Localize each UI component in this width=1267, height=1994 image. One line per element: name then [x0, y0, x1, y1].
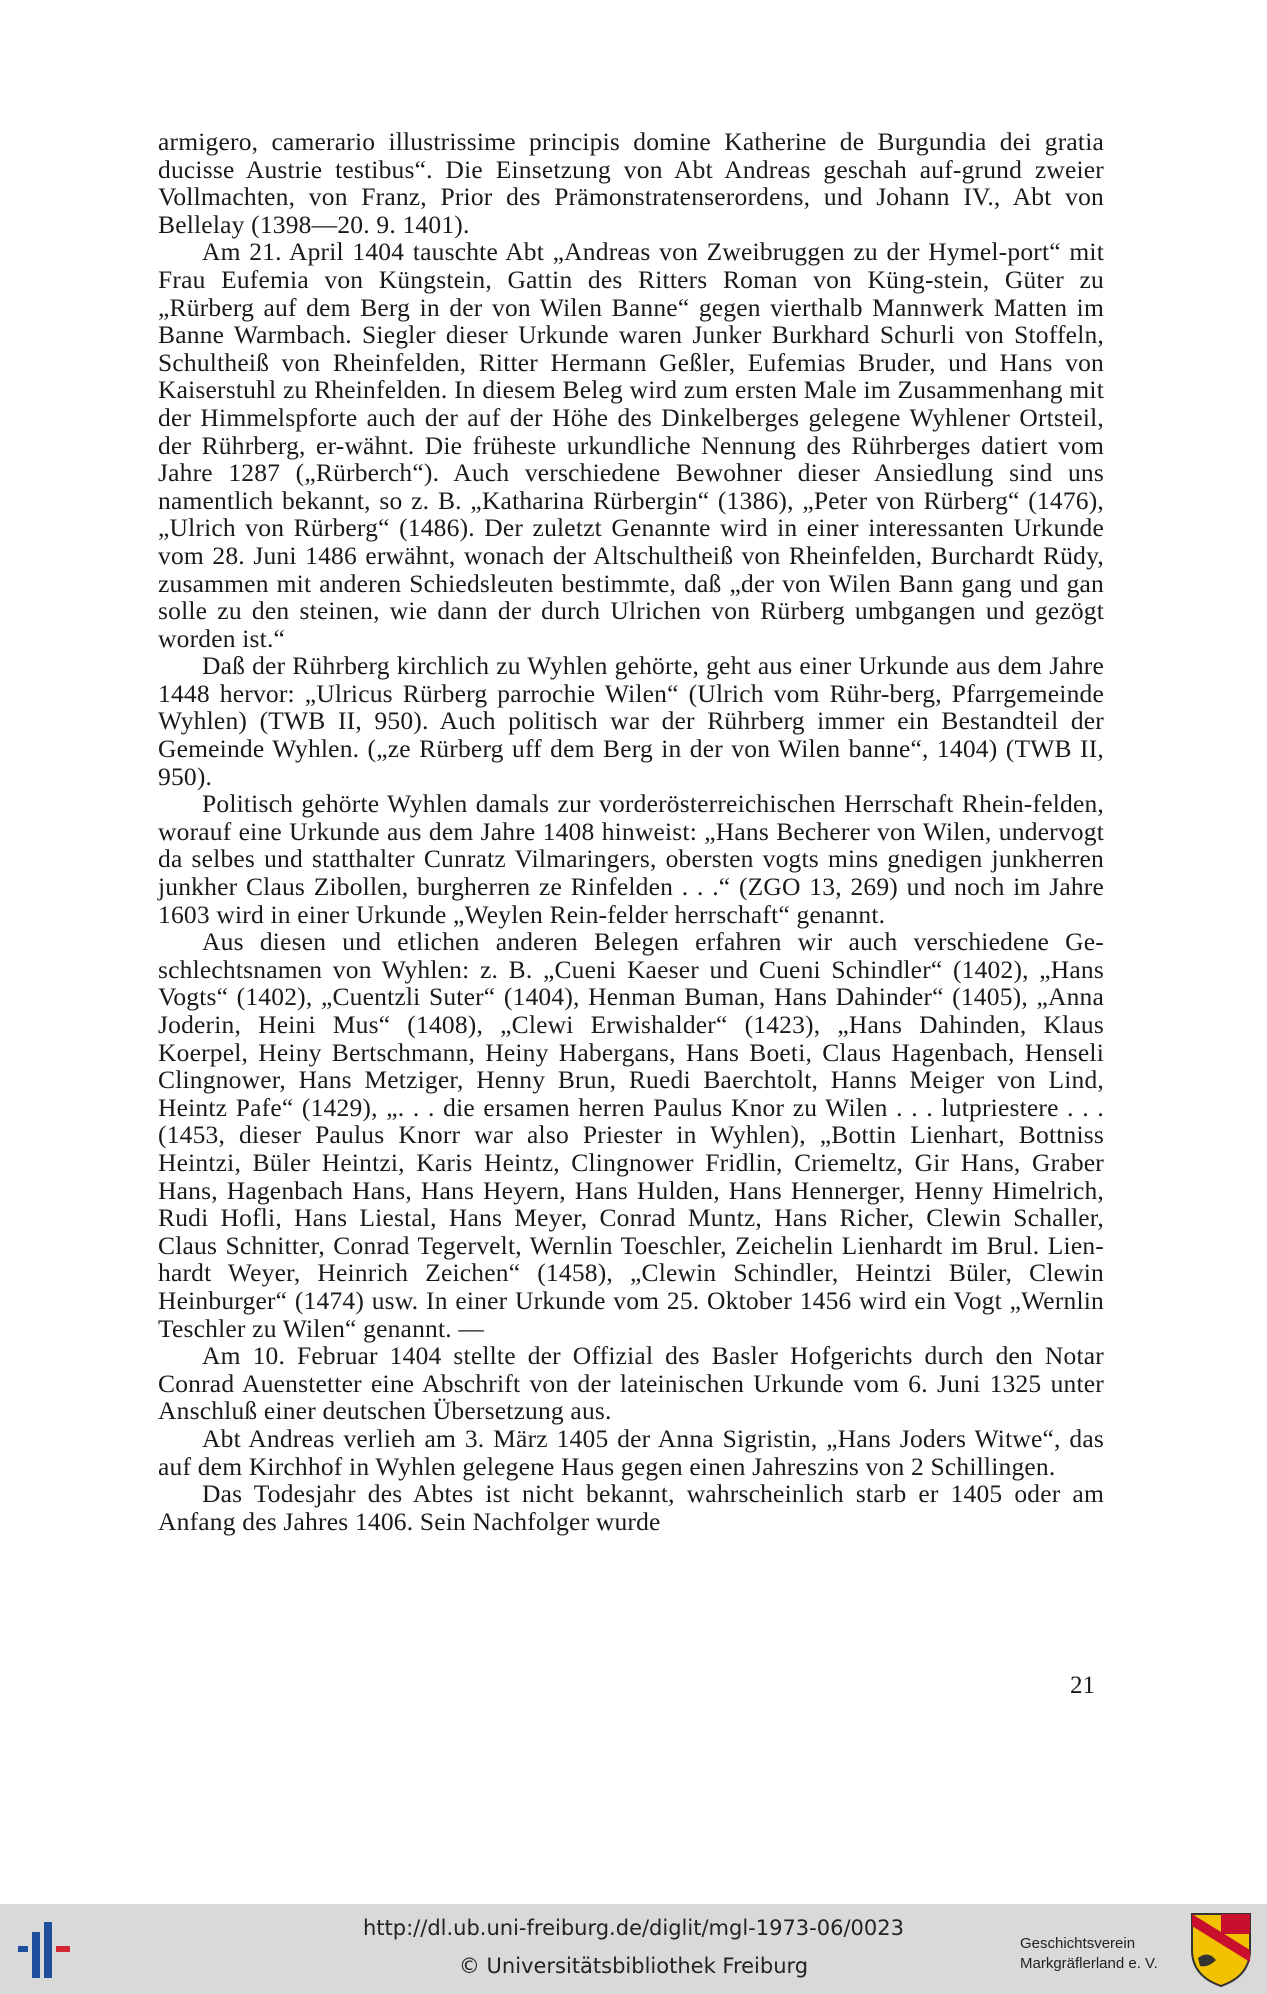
- paragraph: Daß der Rührberg kirchlich zu Wyhlen gehörte, geht aus einer Urkunde aus dem Jahre 1448 hervor: „Ulricus Rürberg parrochie Wilen“ (Ulrich vom Rühr-berg, Pfarrgemeinde Wyhlen) (TWB II, 950). Auch politisch war der Rührberg immer ein Bestandteil der Gemeinde Wyhlen. („ze Rürberg uff dem Berg in der von Wilen banne“, 1404) (TWB II, 950).: [158, 651, 1104, 791]
- footer-bar: [0, 1904, 1267, 1994]
- coat-of-arms-icon: [1188, 1910, 1254, 1988]
- page-number: 21: [1070, 1672, 1095, 1699]
- paragraph: Abt Andreas verlieh am 3. März 1405 der Anna Sigristin, „Hans Joders Witwe“, das auf dem Kirchhof in Wyhlen gelegene Haus gegen einen Jahreszins von 2 Schillingen.: [158, 1423, 1104, 1481]
- paragraph: Politisch gehörte Wyhlen damals zur vorderösterreichischen Herrschaft Rhein-felden, worauf eine Urkunde aus dem Jahre 1408 hinweist: „Hans Becherer von Wilen, undervogt da selbes und statthalter Cunratz Vilmaringers, obersten vogts mins gnedigen junkherren junkher Claus Zibollen, burgherren ze Rinfelden . . .“ (ZGO 13, 269) und noch im Jahre 1603 wird in einer Urkunde „Weylen Rein-felder herrschaft“ genannt.: [158, 789, 1104, 929]
- society-name-line2: Markgräflerland e. V.: [1020, 1955, 1158, 1972]
- paragraph: Das Todesjahr des Abtes ist nicht bekannt, wahrscheinlich starb er 1405 oder am Anfang des Jahres 1406. Sein Nachfolger wurde: [158, 1479, 1104, 1536]
- copyright-text: © Universitätsbibliothek Freiburg: [458, 1954, 809, 1978]
- society-name: [1020, 1934, 1190, 1974]
- society-name-line1: Geschichtsverein: [1020, 1935, 1136, 1952]
- paragraph: Am 21. April 1404 tauschte Abt „Andreas von Zweibruggen zu der Hymel-port“ mit Frau Eufemia von Küngstein, Gattin des Ritters Roman von Küng-stein, Güter zu „Rürberg auf dem Berg in der von Wilen Banne“ gegen vierthalb Mannwerk Matten im Banne Warmbach. Siegler dieser Urkunde waren Junker Burkhard Schurli von Stoffeln, Schultheiß von Rheinfelden, Ritter Hermann Geßler, Eufemias Bruder, und Hans von Kaiserstuhl zu Rheinfelden. In diesem Beleg wird zum ersten Male im Zusammenhang mit der Himmelspforte auch der auf der Höhe des Dinkelberges gelegene Wyhlener Ortsteil, der Rührberg, er-wähnt. Die früheste urkundliche Nennung des Rührberges datiert vom Jahre 1287 („Rürberch“). Auch verschiedene Bewohner dieser Ansiedlung sind uns namentlich bekannt, so z. B. „Katharina Rürbergin“ (1386), „Peter von Rürberg“ (1476), „Ulrich von Rürberg“ (1486). Der zuletzt Genannte wird in einer interessanten Urkunde vom 28. Juni 1486 erwähnt, wonach der Altschultheiß von Rheinfelden, Burchardt Rüdy, zusammen mit anderen Schiedsleuten bestimmte, daß „der von Wilen Bann gang und gan solle zu den steinen, wie dann der durch Ulrichen von Rürberg umbgangen und gezögt worden ist.“: [158, 237, 1104, 653]
- paragraph: armigero, camerario illustrissime principis domine Katherine de Burgundia dei gratia ducisse Austrie testibus“. Die Einsetzung von Abt Andreas geschah auf-grund zweier Vollmachten, von Franz, Prior des Prämonstratenserordens, und Johann IV., Abt von Bellelay (1398—20. 9. 1401).: [158, 127, 1104, 239]
- paragraph: Aus diesen und etlichen anderen Belegen erfahren wir auch verschiedene Ge-schlechtsnamen von Wyhlen: z. B. „Cueni Kaeser und Cueni Schindler“ (1402), „Hans Vogts“ (1402), „Cuentzli Suter“ (1404), Henman Buman, Hans Dahinder“ (1405), „Anna Joderin, Heini Mus“ (1408), „Clewi Erwishalder“ (1423), „Hans Dahinden, Klaus Koerpel, Heiny Bertschmann, Heiny Habergans, Hans Boeti, Claus Hagenbach, Henseli Clingnower, Hans Metziger, Henny Brun, Ruedi Baerchtolt, Hanns Meiger von Lind, Heintz Pafe“ (1429), „. . . die ersamen herren Paulus Knor zu Wilen . . . lutpriestere . . . (1453, dieser Paulus Knorr war also Priester in Wyhlen), „Bottin Lienhart, Bottniss Heintzi, Büler Heintzi, Karis Heintz, Clingnower Fridlin, Criemeltz, Gir Hans, Graber Hans, Hagenbach Hans, Hans Heyern, Hans Hulden, Hans Hennerger, Henny Himelrich, Rudi Hofli, Hans Liestal, Hans Meyer, Conrad Muntz, Hans Richer, Clewin Schaller, Claus Schnitter, Conrad Tegervelt, Wernlin Toeschler, Zeichelin Lienhardt im Brul. Lien-hardt Weyer, Heinrich Zeichen“ (1458), „Clewin Schindler, Heintzi Büler, Clewin Heinburger“ (1474) usw. In einer Urkunde vom 25. Oktober 1456 wird ein Vogt „Wernlin Teschler zu Wilen“ genannt. —: [158, 927, 1104, 1343]
- document-body: [158, 128, 1104, 1535]
- paragraph: Am 10. Februar 1404 stellte der Offizial des Basler Hofgerichts durch den Notar Conrad Auenstetter eine Abschrift von der lateinischen Urkunde vom 6. Juni 1325 unter Anschluß einer deutschen Übersetzung aus.: [158, 1341, 1104, 1426]
- permalink-url[interactable]: http://dl.ub.uni-freiburg.de/diglit/mgl-1973-06/0023: [362, 1916, 904, 1940]
